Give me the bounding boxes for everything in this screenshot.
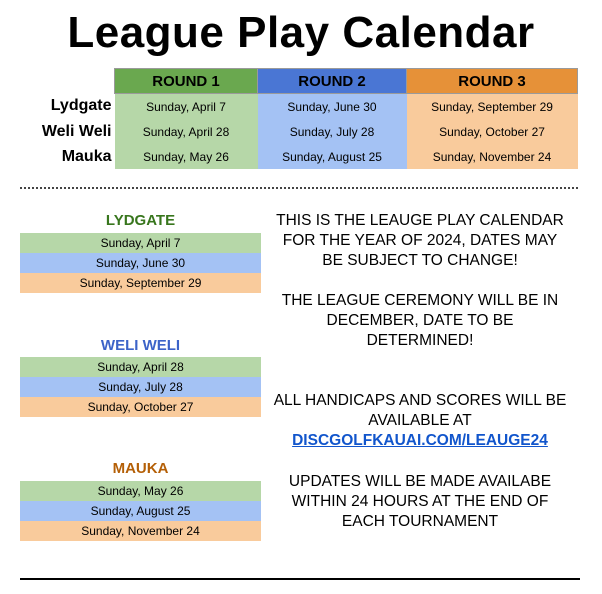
note-line: EACH TOURNAMENT: [341, 513, 499, 530]
header-corner: [28, 69, 115, 94]
note-line: FOR THE YEAR OF 2024, DATES MAY: [282, 232, 558, 249]
date-row: Sunday, July 28: [20, 377, 261, 397]
mauka-heading: MAUKA: [112, 460, 169, 477]
note-line: BE SUBJECT TO CHANGE!: [322, 252, 518, 269]
scores-note: [262, 391, 578, 451]
dotted-divider: [20, 187, 578, 189]
lydgate-heading: LYDGATE: [105, 212, 176, 229]
round-1-header: ROUND 1: [115, 69, 258, 94]
ceremony-note: [262, 291, 578, 351]
schedule-table: [28, 68, 578, 169]
weli-weli-dates: [20, 357, 261, 417]
date-row: Sunday, August 25: [20, 501, 261, 521]
date-cell: Sunday, June 30: [258, 94, 407, 120]
note-line: WITHIN 24 HOURS AT THE END OF: [291, 493, 549, 510]
mauka-dates: [20, 481, 261, 541]
schedule-row-weli-weli: [28, 119, 578, 144]
date-cell: Sunday, May 26: [115, 144, 258, 169]
page-title: League Play Calendar: [67, 8, 535, 57]
date-row: Sunday, November 24: [20, 521, 261, 541]
note-line: THE LEAGUE CEREMONY WILL BE IN: [281, 292, 559, 309]
note-line: THIS IS THE LEAUGE PLAY CALENDAR: [276, 212, 564, 229]
schedule-row-lydgate: [28, 94, 578, 120]
updates-note: [262, 472, 578, 532]
date-row: Sunday, May 26: [20, 481, 261, 501]
bottom-divider: [20, 578, 580, 580]
date-cell: Sunday, November 24: [407, 144, 578, 169]
date-row: Sunday, June 30: [20, 253, 261, 273]
note-line: AVAILABLE AT: [368, 412, 472, 429]
lydgate-dates: [20, 233, 261, 293]
calendar-note: [262, 211, 578, 271]
date-row: Sunday, April 28: [20, 357, 261, 377]
round-2-header: ROUND 2: [258, 69, 407, 94]
date-cell: Sunday, July 28: [258, 119, 407, 144]
date-cell: Sunday, September 29: [407, 94, 578, 120]
date-cell: Sunday, April 28: [115, 119, 258, 144]
note-line: ALL HANDICAPS AND SCORES WILL BE: [273, 392, 567, 409]
note-line: UPDATES WILL BE MADE AVAILABE: [288, 473, 552, 490]
date-cell: Sunday, August 25: [258, 144, 407, 169]
note-line: DETERMINED!: [366, 332, 474, 349]
round-3-header: ROUND 3: [407, 69, 578, 94]
course-label: Weli Weli: [28, 119, 115, 144]
date-row: Sunday, April 7: [20, 233, 261, 253]
date-cell: Sunday, April 7: [115, 94, 258, 120]
schedule-header-row: [28, 69, 578, 94]
weli-weli-heading: WELI WELI: [100, 337, 181, 354]
date-cell: Sunday, October 27: [407, 119, 578, 144]
date-row: Sunday, October 27: [20, 397, 261, 417]
course-label: Mauka: [28, 144, 115, 169]
schedule-row-mauka: [28, 144, 578, 169]
scores-link[interactable]: DISCGOLFKAUAI.COM/LEAUGE24: [292, 432, 548, 449]
course-label: Lydgate: [28, 94, 115, 120]
date-row: Sunday, September 29: [20, 273, 261, 293]
note-line: DECEMBER, DATE TO BE: [326, 312, 514, 329]
